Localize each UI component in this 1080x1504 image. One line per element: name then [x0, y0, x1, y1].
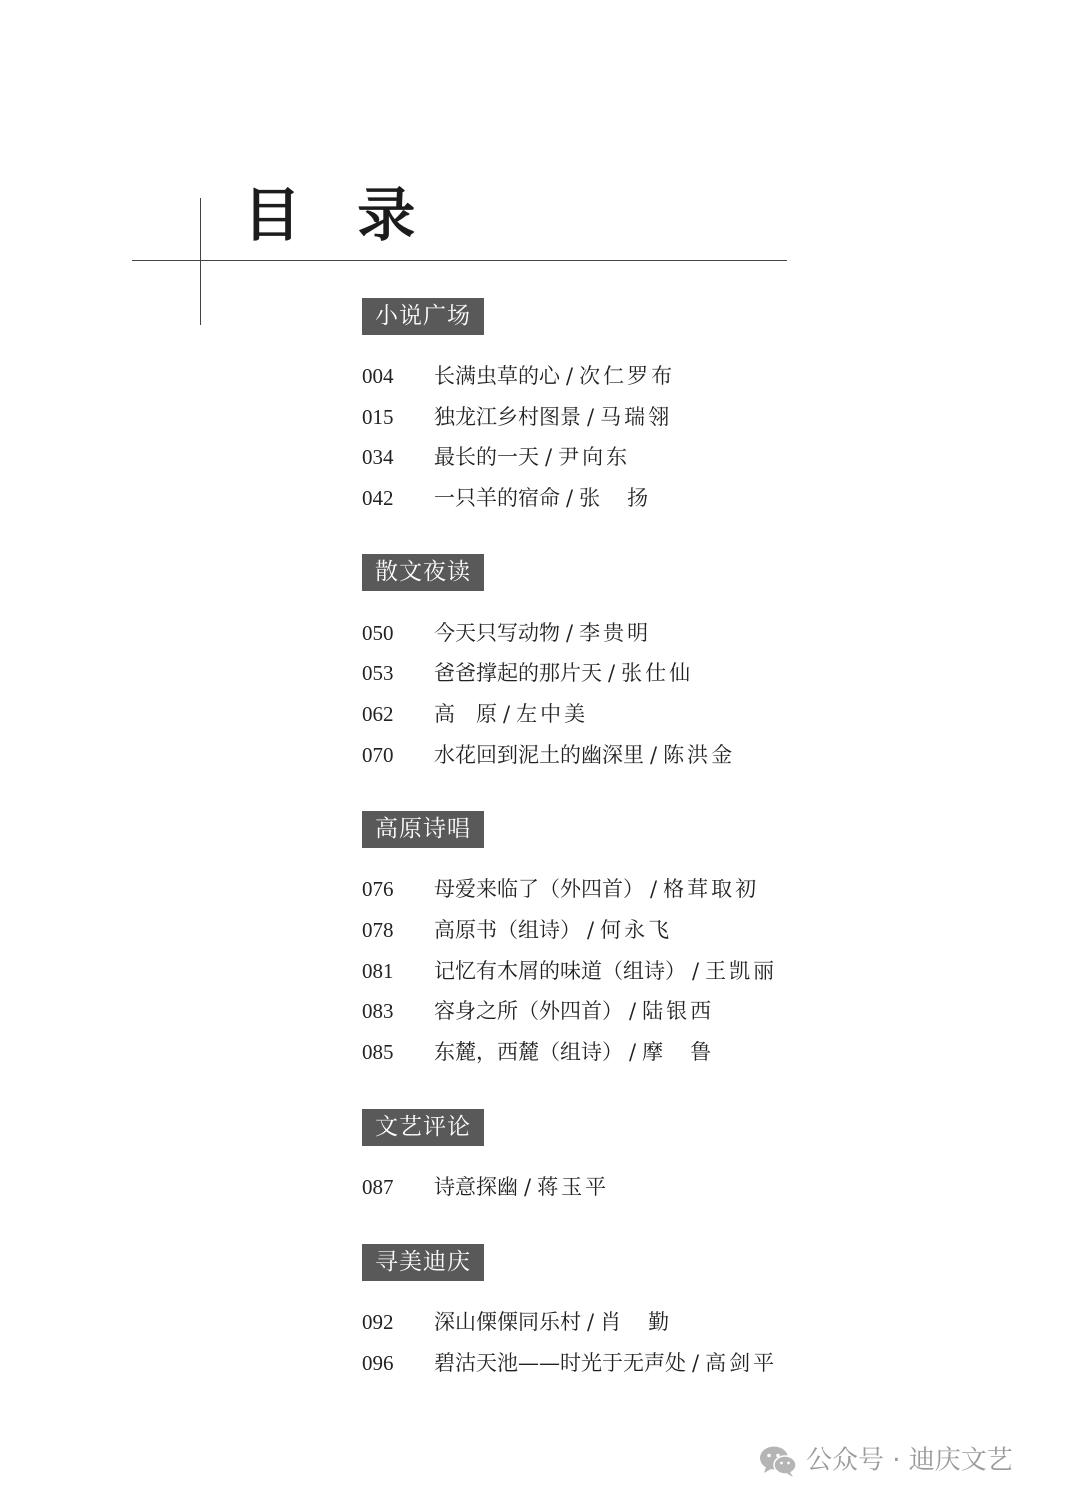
entry-title: 深山傈傈同乐村 — [434, 1310, 581, 1334]
section-label: 小说广场 — [362, 298, 484, 335]
entry-page-number: 076 — [362, 877, 394, 901]
entry-title: 一只羊的宿命 — [434, 486, 560, 510]
entry-author: 马瑞翎 — [600, 405, 673, 429]
entry-page-number: 087 — [362, 1175, 394, 1199]
entry-title: 容身之所（外四首） — [434, 999, 623, 1023]
entry-page-number: 092 — [362, 1310, 394, 1334]
toc-entry[interactable] — [362, 402, 672, 432]
entry-author: 蒋玉平 — [537, 1175, 610, 1199]
entry-author: 高剑平 — [705, 1351, 778, 1375]
entry-separator: / — [608, 661, 616, 685]
toc-entry[interactable] — [362, 1307, 672, 1337]
entry-separator: / — [587, 405, 595, 429]
entry-separator: / — [650, 743, 658, 767]
toc-entry[interactable] — [362, 699, 588, 729]
entry-title: 碧沽天池——时光于无声处 — [434, 1351, 686, 1375]
toc-entry[interactable] — [362, 1348, 777, 1378]
entry-separator: / — [692, 1351, 700, 1375]
toc-entry[interactable] — [362, 361, 675, 391]
entry-separator: / — [692, 959, 700, 983]
toc-entry[interactable] — [362, 618, 651, 648]
entry-separator: / — [566, 621, 574, 645]
entry-separator: / — [566, 364, 574, 388]
section-label: 文艺评论 — [362, 1109, 484, 1146]
title-horizontal-rule — [132, 260, 787, 261]
entry-author: 王凯丽 — [705, 959, 778, 983]
title-vertical-rule — [200, 198, 201, 325]
section-label: 高原诗唱 — [362, 811, 484, 848]
entry-title: 长满虫草的心 — [434, 364, 560, 388]
entry-page-number: 015 — [362, 405, 394, 429]
entry-author: 陆银西 — [642, 999, 715, 1023]
entry-author: 次仁罗布 — [579, 364, 676, 388]
entry-title: 今天只写动物 — [434, 621, 560, 645]
toc-entry[interactable] — [362, 996, 714, 1026]
entry-page-number: 004 — [362, 364, 394, 388]
entry-separator: / — [503, 702, 511, 726]
entry-page-number: 081 — [362, 959, 394, 983]
entry-title: 记忆有木屑的味道（组诗） — [434, 959, 686, 983]
entry-page-number: 078 — [362, 918, 394, 942]
entry-page-number: 042 — [362, 486, 394, 510]
entry-page-number: 083 — [362, 999, 394, 1023]
entry-page-number: 085 — [362, 1040, 394, 1064]
entry-separator: / — [587, 1310, 595, 1334]
entry-separator: / — [587, 918, 595, 942]
entry-author: 肖 勤 — [600, 1310, 673, 1334]
toc-entry[interactable] — [362, 658, 693, 688]
entry-title: 东麓，西麓（组诗） — [434, 1040, 623, 1064]
entry-page-number: 050 — [362, 621, 394, 645]
entry-title: 母爱来临了（外四首） — [434, 877, 644, 901]
entry-page-number: 053 — [362, 661, 394, 685]
entry-separator: / — [566, 486, 574, 510]
entry-title: 爸爸撑起的那片天 — [434, 661, 602, 685]
entry-title: 水花回到泥土的幽深里 — [434, 743, 644, 767]
entry-author: 张仕仙 — [621, 661, 694, 685]
footer-text: 公众号 · 迪庆文艺 — [806, 1445, 1013, 1476]
footer-watermark — [758, 1442, 1013, 1478]
entry-author: 张 扬 — [579, 486, 652, 510]
entry-author: 摩 鲁 — [642, 1040, 715, 1064]
entry-separator: / — [629, 1040, 637, 1064]
entry-title: 诗意探幽 — [434, 1175, 518, 1199]
entry-author: 尹向东 — [558, 445, 631, 469]
section-label: 散文夜读 — [362, 554, 484, 591]
toc-entry[interactable] — [362, 442, 630, 472]
entry-title: 最长的一天 — [434, 445, 539, 469]
toc-entry[interactable] — [362, 483, 651, 513]
toc-entry[interactable] — [362, 1037, 714, 1067]
entry-page-number: 070 — [362, 743, 394, 767]
entry-title: 高 原 — [434, 702, 497, 726]
toc-entry[interactable] — [362, 956, 777, 986]
entry-page-number: 096 — [362, 1351, 394, 1375]
toc-entry[interactable] — [362, 874, 759, 904]
page-title: 目 录 — [243, 181, 434, 249]
entry-title: 独龙江乡村图景 — [434, 405, 581, 429]
entry-separator: / — [524, 1175, 532, 1199]
wechat-icon — [758, 1444, 798, 1478]
toc-entry[interactable] — [362, 1172, 609, 1202]
section-label: 寻美迪庆 — [362, 1244, 484, 1281]
entry-separator: / — [545, 445, 553, 469]
entry-title: 高原书（组诗） — [434, 918, 581, 942]
entry-author: 陈洪金 — [663, 743, 736, 767]
entry-author: 李贵明 — [579, 621, 652, 645]
entry-author: 左中美 — [516, 702, 589, 726]
entry-page-number: 034 — [362, 445, 394, 469]
entry-page-number: 062 — [362, 702, 394, 726]
toc-entry[interactable] — [362, 915, 672, 945]
entry-author: 何永飞 — [600, 918, 673, 942]
entry-separator: / — [650, 877, 658, 901]
toc-entry[interactable] — [362, 740, 735, 770]
entry-separator: / — [629, 999, 637, 1023]
entry-author: 格茸取初 — [663, 877, 760, 901]
